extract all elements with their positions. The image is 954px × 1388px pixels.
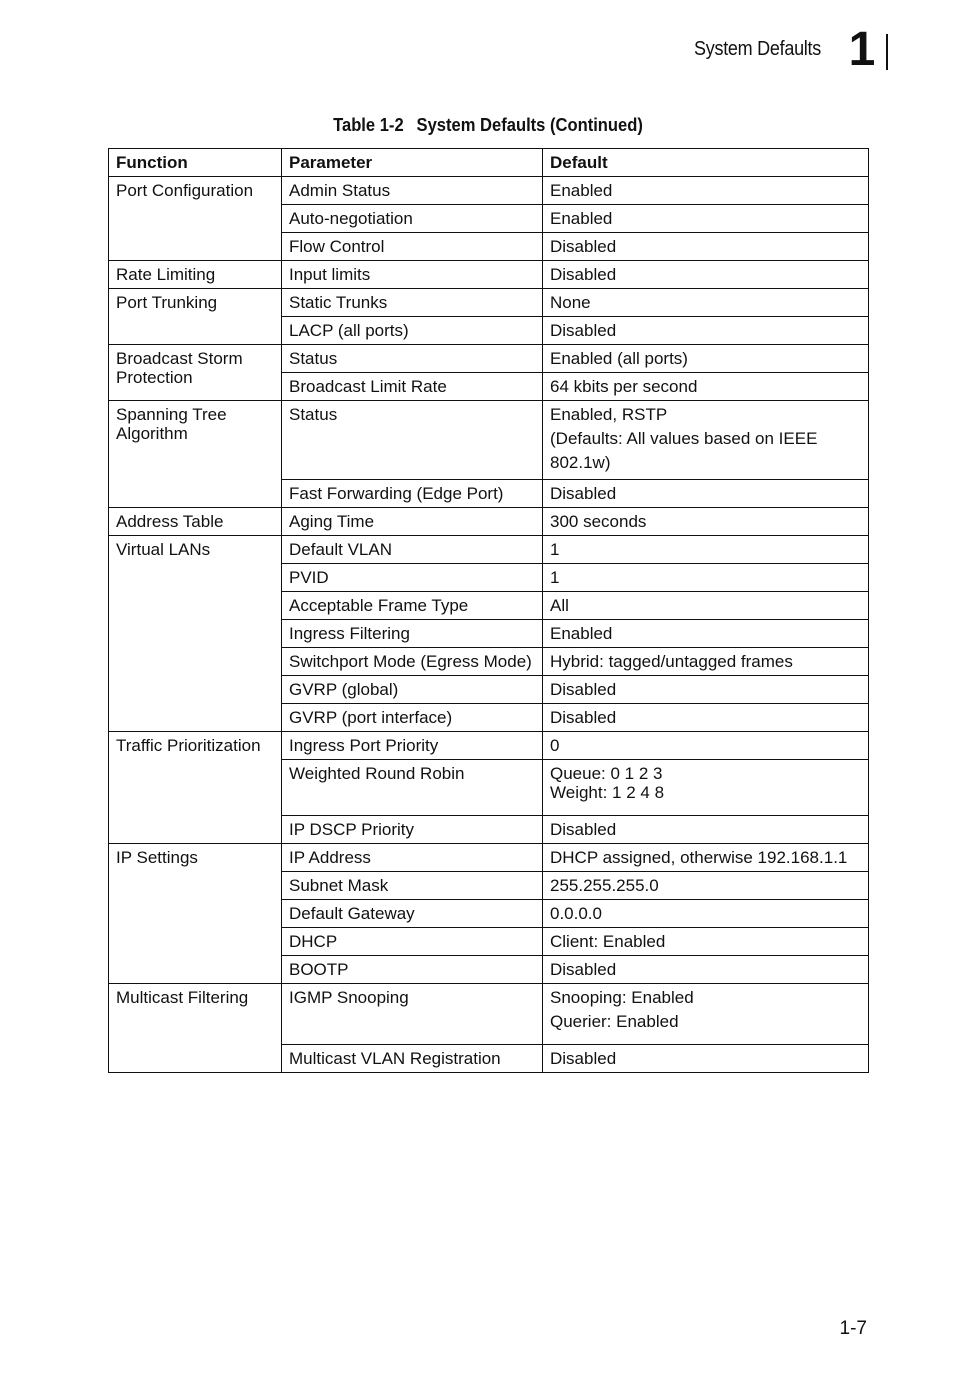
default-cell — [543, 760, 869, 816]
table-caption-label: Table 1-2 — [333, 115, 404, 135]
parameter-cell: Auto-negotiation — [282, 205, 543, 233]
default-cell: 0.0.0.0 — [543, 900, 869, 928]
table-caption — [138, 115, 837, 136]
function-text: Broadcast Storm Protection — [116, 349, 243, 387]
default-cell: 64 kbits per second — [543, 373, 869, 401]
parameter-cell: Acceptable Frame Type — [282, 592, 543, 620]
parameter-cell: Admin Status — [282, 177, 543, 205]
parameter-cell: Broadcast Limit Rate — [282, 373, 543, 401]
function-cell — [109, 401, 282, 508]
table-caption-title: System Defaults (Continued) — [416, 115, 643, 135]
default-cell: Disabled — [543, 233, 869, 261]
default-cell: Disabled — [543, 956, 869, 984]
parameter-cell: Default VLAN — [282, 536, 543, 564]
default-cell: Disabled — [543, 676, 869, 704]
function-cell: Port Trunking — [109, 289, 282, 345]
default-text: Enabled, RSTP (Defaults: All values based on IEEE 802.1w) — [550, 405, 818, 472]
function-cell: Port Configuration — [109, 177, 282, 261]
parameter-cell: PVID — [282, 564, 543, 592]
default-cell: All — [543, 592, 869, 620]
function-cell: Virtual LANs — [109, 536, 282, 732]
default-cell: 255.255.255.0 — [543, 872, 869, 900]
default-cell: Disabled — [543, 261, 869, 289]
parameter-cell: Status — [282, 401, 543, 480]
function-cell: Multicast Filtering — [109, 984, 282, 1073]
parameter-cell: IGMP Snooping — [282, 984, 543, 1045]
default-cell: 1 — [543, 564, 869, 592]
default-cell: Client: Enabled — [543, 928, 869, 956]
parameter-cell: Aging Time — [282, 508, 543, 536]
page-number: 1-7 — [839, 1318, 867, 1339]
table-row — [109, 289, 869, 317]
parameter-cell: Switchport Mode (Egress Mode) — [282, 648, 543, 676]
system-defaults-table — [108, 148, 869, 1073]
table-row — [109, 536, 869, 564]
column-header-default: Default — [543, 149, 869, 177]
parameter-cell: Subnet Mask — [282, 872, 543, 900]
parameter-cell: Default Gateway — [282, 900, 543, 928]
column-header-function: Function — [109, 149, 282, 177]
function-cell: IP Settings — [109, 844, 282, 984]
parameter-cell: Input limits — [282, 261, 543, 289]
default-cell: Disabled — [543, 816, 869, 844]
parameter-cell: Status — [282, 345, 543, 373]
default-cell: Enabled — [543, 620, 869, 648]
table-row — [109, 508, 869, 536]
table-header-row — [109, 149, 869, 177]
table-row — [109, 732, 869, 760]
table-row — [109, 401, 869, 480]
table-row — [109, 984, 869, 1045]
function-cell: Rate Limiting — [109, 261, 282, 289]
function-cell: Traffic Prioritization — [109, 732, 282, 844]
table-row — [109, 261, 869, 289]
table-row — [109, 844, 869, 872]
default-cell: DHCP assigned, otherwise 192.168.1.1 — [543, 844, 869, 872]
table-row — [109, 345, 869, 373]
default-cell: Disabled — [543, 317, 869, 345]
default-cell: Hybrid: tagged/untagged frames — [543, 648, 869, 676]
default-cell: None — [543, 289, 869, 317]
default-text: Queue: 0 1 2 3 Weight: 1 2 4 8 — [550, 764, 665, 802]
function-text: Spanning Tree Algorithm — [116, 405, 227, 443]
parameter-cell: Ingress Port Priority — [282, 732, 543, 760]
default-cell: Enabled — [543, 205, 869, 233]
default-cell — [543, 401, 869, 480]
running-header-title: System Defaults — [694, 38, 821, 60]
default-cell: Enabled (all ports) — [543, 345, 869, 373]
default-cell — [543, 984, 869, 1045]
column-header-parameter: Parameter — [282, 149, 543, 177]
parameter-cell: Ingress Filtering — [282, 620, 543, 648]
table-row — [109, 177, 869, 205]
parameter-cell: IP Address — [282, 844, 543, 872]
parameter-cell: Weighted Round Robin — [282, 760, 543, 816]
default-cell: 0 — [543, 732, 869, 760]
default-cell: Disabled — [543, 1045, 869, 1073]
parameter-cell: GVRP (global) — [282, 676, 543, 704]
default-cell: Disabled — [543, 704, 869, 732]
chapter-rule — [886, 34, 888, 70]
parameter-cell: GVRP (port interface) — [282, 704, 543, 732]
parameter-cell: IP DSCP Priority — [282, 816, 543, 844]
parameter-cell: Fast Forwarding (Edge Port) — [282, 480, 543, 508]
parameter-cell: Flow Control — [282, 233, 543, 261]
chapter-number: 1 — [848, 23, 876, 76]
table-body — [109, 177, 869, 1073]
default-cell: 300 seconds — [543, 508, 869, 536]
default-cell: 1 — [543, 536, 869, 564]
default-cell: Disabled — [543, 480, 869, 508]
function-cell — [109, 345, 282, 401]
function-cell: Address Table — [109, 508, 282, 536]
default-text: Snooping: Enabled Querier: Enabled — [550, 988, 694, 1031]
parameter-cell: DHCP — [282, 928, 543, 956]
parameter-cell: BOOTP — [282, 956, 543, 984]
default-cell: Enabled — [543, 177, 869, 205]
parameter-cell: Static Trunks — [282, 289, 543, 317]
parameter-cell: LACP (all ports) — [282, 317, 543, 345]
parameter-cell: Multicast VLAN Registration — [282, 1045, 543, 1073]
